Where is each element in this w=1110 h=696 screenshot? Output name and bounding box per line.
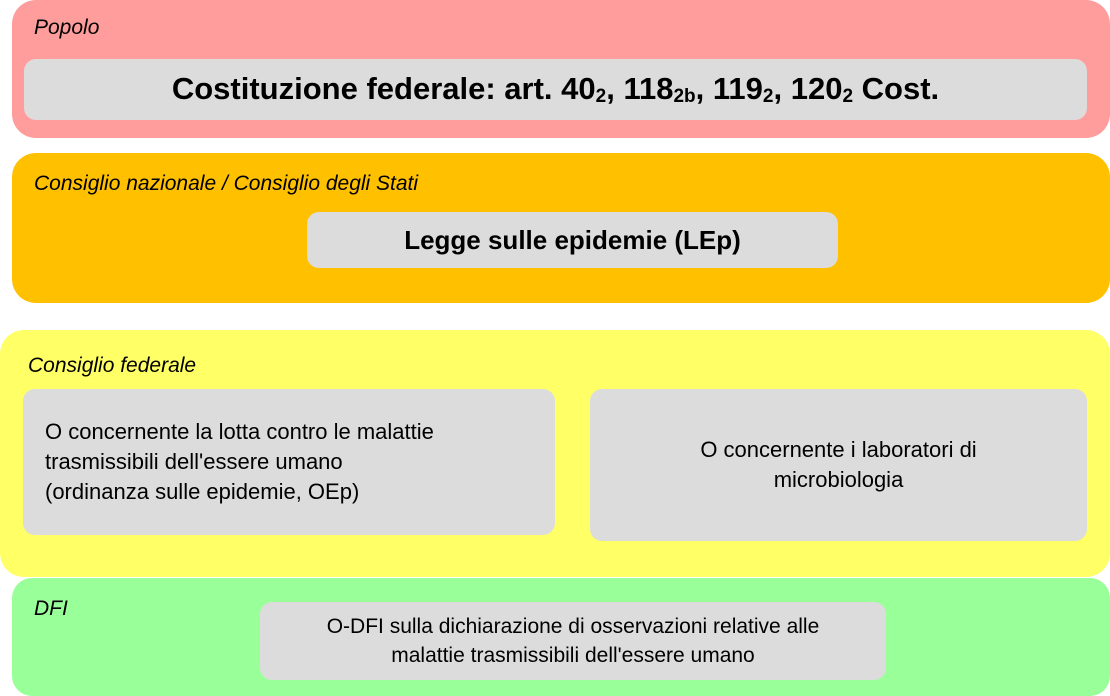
ordinanza-laboratori-text (700, 435, 976, 495)
box-o-dfi (260, 602, 886, 680)
tier-popolo (12, 0, 1110, 138)
ordinanza-epidemie-text (45, 417, 434, 507)
tier-label-consiglio-federale: Consiglio federale (28, 354, 197, 377)
box-costituzione-federale (24, 59, 1087, 120)
ordinanza-laboratori-line-2: microbiologia (773, 467, 904, 492)
ordinanza-epidemie-line-1: O concernente la lotta contro le malattie (45, 419, 434, 444)
o-dfi-text (327, 612, 820, 670)
box-legge-epidemie (307, 212, 838, 268)
ordinanza-laboratori-line-1: O concernente i laboratori di (700, 437, 977, 462)
tier-consiglio-federale (0, 330, 1110, 577)
ordinanza-epidemie-line-2: trasmissibili dell'essere umano (45, 449, 343, 474)
ordinanza-epidemie-line-3: (ordinanza sulle epidemie, OEp) (45, 479, 360, 504)
tier-label-popolo: Popolo (34, 16, 100, 39)
box-ordinanza-laboratori (590, 389, 1087, 541)
tier-label-parlamento: Consiglio nazionale / Consiglio degli Stati (34, 172, 419, 195)
tier-dfi (12, 578, 1110, 696)
tier-parlamento (12, 153, 1110, 303)
box-ordinanza-epidemie (23, 389, 555, 535)
o-dfi-line-2: malattie trasmissibili dell'essere umano (391, 644, 755, 667)
legge-epidemie-text: Legge sulle epidemie (LEp) (404, 224, 741, 255)
tier-label-dfi: DFI (34, 597, 68, 620)
costituzione-text: Costituzione federale: art. $40_2$, $118_{2b}$, $119_2$, $120_2$ Cost. (171, 71, 940, 107)
o-dfi-line-1: O-DFI sulla dichiarazione di osservazioni relative alle (326, 615, 820, 638)
